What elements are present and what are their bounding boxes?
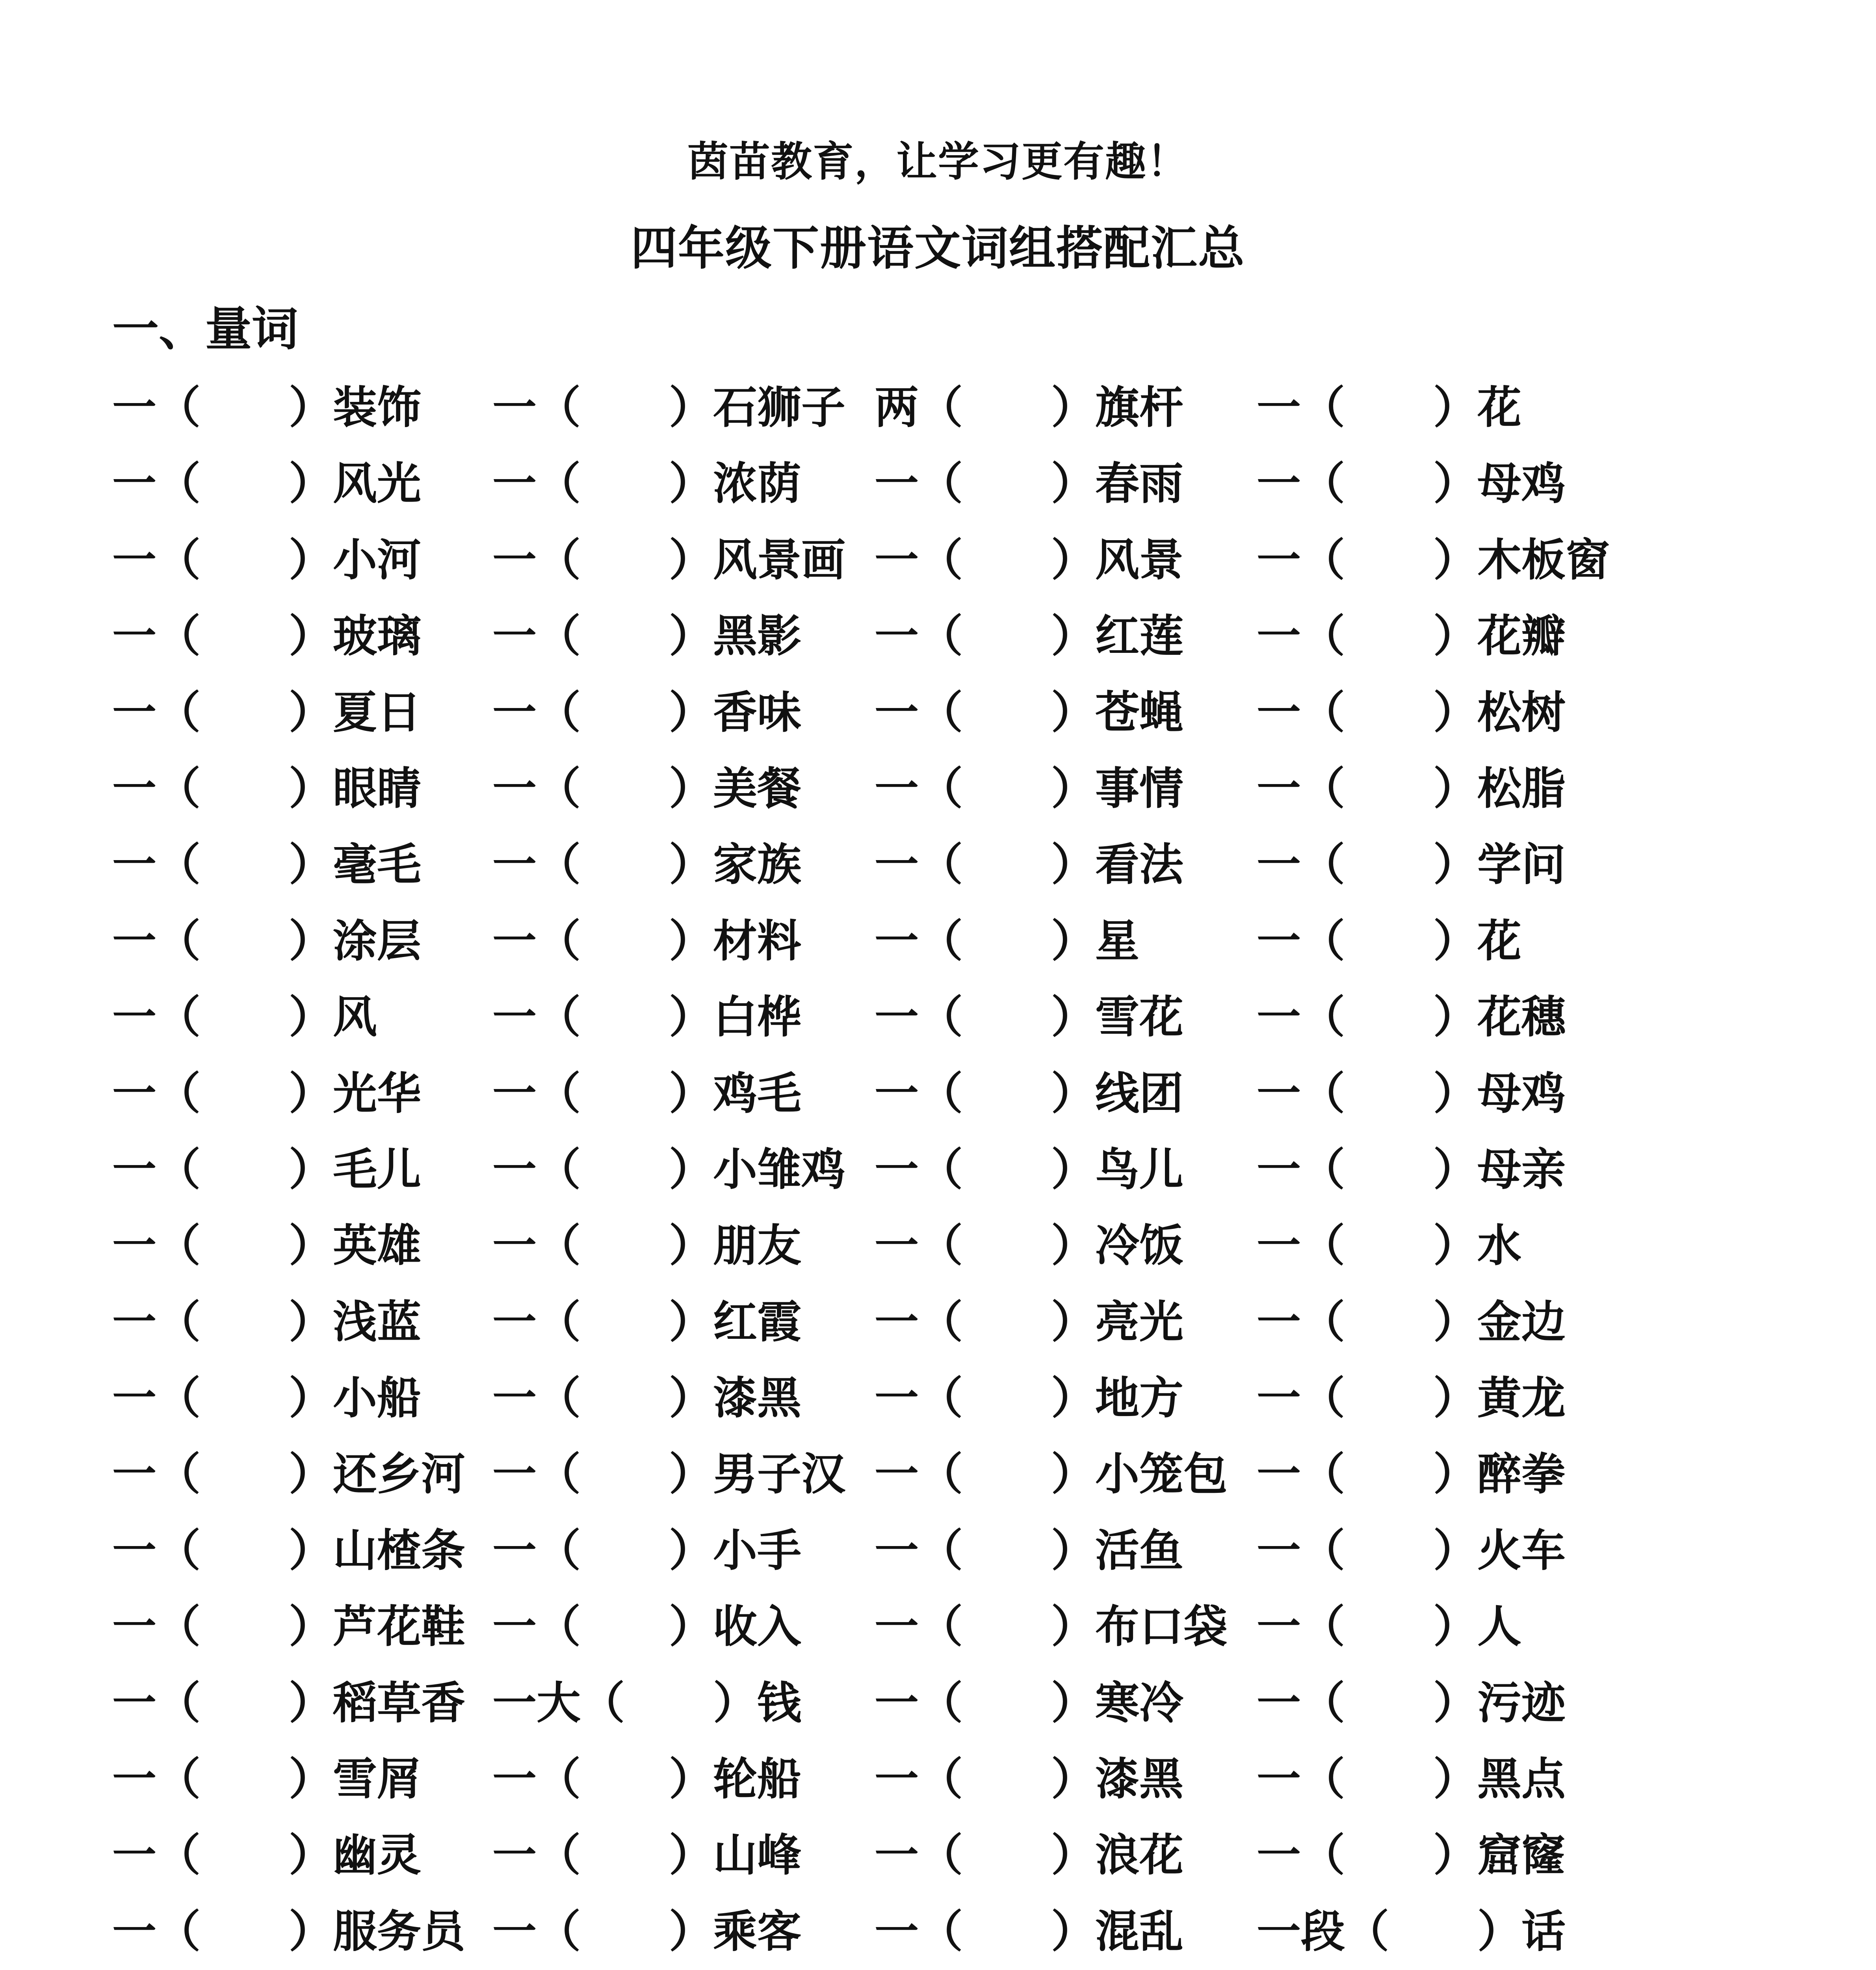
measure-word-item: 一（ ）火车 (1257, 1524, 1566, 1576)
measure-word-item: 一（ ）亮光 (875, 1296, 1183, 1348)
measure-word-item: 一（ ）花 (1257, 915, 1521, 967)
exercise-list (0, 378, 1876, 1970)
measure-word-item: 一（ ）学问 (1257, 839, 1566, 891)
measure-word-item: 一（ ）寒冷 (875, 1677, 1183, 1729)
measure-word-item: 一（ ）还乡河 (112, 1448, 465, 1500)
exercise-row (0, 1826, 1876, 1902)
measure-word-item: 一（ ）石狮子 (492, 382, 845, 433)
exercise-row (0, 1597, 1876, 1673)
measure-word-item: 一（ ）红霞 (492, 1296, 801, 1348)
measure-word-item: 一（ ）地方 (875, 1372, 1183, 1424)
measure-word-item: 一（ ）浪花 (875, 1829, 1183, 1881)
measure-word-item: 一（ ）材料 (492, 915, 801, 967)
measure-word-item: 一（ ）风景 (875, 534, 1183, 586)
measure-word-item: 一（ ）稻草香 (112, 1677, 465, 1729)
measure-word-item: 一（ ）春雨 (875, 458, 1183, 510)
section-title: 一、量词 (112, 301, 299, 356)
measure-word-item: 一（ ）冷饭 (875, 1220, 1183, 1272)
measure-word-item: 一（ ）服务员 (112, 1905, 465, 1957)
measure-word-item: 一段（ ）话 (1257, 1905, 1566, 1957)
measure-word-item: 一（ ）看法 (875, 839, 1183, 891)
measure-word-item: 一（ ）松树 (1257, 686, 1566, 738)
measure-word-item: 一（ ）人 (1257, 1601, 1521, 1653)
measure-word-item: 一（ ）金边 (1257, 1296, 1566, 1348)
exercise-row (0, 683, 1876, 759)
measure-word-item: 一（ ）白桦 (492, 991, 801, 1043)
measure-word-item: 一（ ）雪屑 (112, 1753, 421, 1805)
exercise-row (0, 759, 1876, 835)
measure-word-item: 一（ ）雪花 (875, 991, 1183, 1043)
measure-word-item: 一（ ）风景画 (492, 534, 845, 586)
measure-word-item: 一（ ）布口袋 (875, 1601, 1228, 1653)
measure-word-item: 一（ ）木板窗 (1257, 534, 1610, 586)
measure-word-item: 一（ ）浅蓝 (112, 1296, 421, 1348)
measure-word-item: 一（ ）漆黑 (492, 1372, 801, 1424)
measure-word-item: 一（ ）小雏鸡 (492, 1143, 845, 1195)
measure-word-item: 一（ ）鸟儿 (875, 1143, 1183, 1195)
exercise-row (0, 1521, 1876, 1597)
measure-word-item: 一（ ）小船 (112, 1372, 421, 1424)
exercise-row (0, 1216, 1876, 1292)
exercise-row (0, 454, 1876, 530)
measure-word-item: 一（ ）花瓣 (1257, 610, 1566, 662)
measure-word-item: 一（ ）毛儿 (112, 1143, 421, 1195)
measure-word-item: 一（ ）芦花鞋 (112, 1601, 465, 1653)
measure-word-item: 一（ ）眼睛 (112, 762, 421, 814)
exercise-row (0, 378, 1876, 454)
exercise-row (0, 1902, 1876, 1970)
measure-word-item: 一（ ）星 (875, 915, 1139, 967)
measure-word-item: 一（ ）英雄 (112, 1220, 421, 1272)
measure-word-item: 一（ ）浓荫 (492, 458, 801, 510)
measure-word-item: 一（ ）家族 (492, 839, 801, 891)
exercise-row (0, 1140, 1876, 1216)
measure-word-item: 一（ ）红莲 (875, 610, 1183, 662)
measure-word-item: 一（ ）母亲 (1257, 1143, 1566, 1195)
measure-word-item: 一（ ）事情 (875, 762, 1183, 814)
measure-word-item: 一（ ）玻璃 (112, 610, 421, 662)
exercise-row (0, 1369, 1876, 1445)
measure-word-item: 一（ ）母鸡 (1257, 1067, 1566, 1119)
measure-word-item: 一（ ）黄龙 (1257, 1372, 1566, 1424)
measure-word-item: 一（ ）漆黑 (875, 1753, 1183, 1805)
measure-word-item: 一（ ）窟窿 (1257, 1829, 1566, 1881)
exercise-row (0, 1674, 1876, 1750)
measure-word-item: 一（ ）小手 (492, 1524, 801, 1576)
measure-word-item: 一（ ）山峰 (492, 1829, 801, 1881)
measure-word-item: 一（ ）美餐 (492, 762, 801, 814)
measure-word-item: 一（ ）幽灵 (112, 1829, 421, 1881)
header-slogan: 茵苗教育，让学习更有趣！ (687, 137, 1189, 186)
measure-word-item: 一（ ）松脂 (1257, 762, 1566, 814)
measure-word-item: 一（ ）风光 (112, 458, 421, 510)
exercise-row (0, 1750, 1876, 1826)
measure-word-item: 一（ ）混乱 (875, 1905, 1183, 1957)
exercise-row (0, 607, 1876, 683)
measure-word-item: 一（ ）装饰 (112, 382, 421, 433)
measure-word-item: 一（ ）活鱼 (875, 1524, 1183, 1576)
measure-word-item: 一（ ）鸡毛 (492, 1067, 801, 1119)
measure-word-item: 两（ ）旗杆 (875, 382, 1183, 433)
measure-word-item: 一（ ）山楂条 (112, 1524, 465, 1576)
measure-word-item: 一（ ）水 (1257, 1220, 1521, 1272)
measure-word-item: 一（ ）小河 (112, 534, 421, 586)
measure-word-item: 一（ ）朋友 (492, 1220, 801, 1272)
exercise-row (0, 1445, 1876, 1521)
measure-word-item: 一（ ）小笼包 (875, 1448, 1228, 1500)
measure-word-item: 一（ ）夏日 (112, 686, 421, 738)
document-title: 四年级下册语文词组搭配汇总 (630, 221, 1245, 275)
measure-word-item: 一（ ）男子汉 (492, 1448, 845, 1500)
measure-word-item: 一（ ）涂层 (112, 915, 421, 967)
exercise-row (0, 912, 1876, 988)
measure-word-item: 一（ ）轮船 (492, 1753, 801, 1805)
measure-word-item: 一（ ）花 (1257, 382, 1521, 433)
exercise-row (0, 988, 1876, 1064)
measure-word-item: 一（ ）花穗 (1257, 991, 1566, 1043)
exercise-row (0, 1064, 1876, 1140)
measure-word-item: 一大（ ）钱 (492, 1677, 801, 1729)
measure-word-item: 一（ ）黑点 (1257, 1753, 1566, 1805)
measure-word-item: 一（ ）黑影 (492, 610, 801, 662)
measure-word-item: 一（ ）醉拳 (1257, 1448, 1566, 1500)
exercise-row (0, 835, 1876, 911)
exercise-row (0, 531, 1876, 607)
measure-word-item: 一（ ）光华 (112, 1067, 421, 1119)
measure-word-item: 一（ ）香味 (492, 686, 801, 738)
measure-word-item: 一（ ）苍蝇 (875, 686, 1183, 738)
measure-word-item: 一（ ）风 (112, 991, 377, 1043)
measure-word-item: 一（ ）线团 (875, 1067, 1183, 1119)
measure-word-item: 一（ ）母鸡 (1257, 458, 1566, 510)
measure-word-item: 一（ ）乘客 (492, 1905, 801, 1957)
measure-word-item: 一（ ）污迹 (1257, 1677, 1566, 1729)
exercise-row (0, 1293, 1876, 1369)
measure-word-item: 一（ ）收入 (492, 1601, 801, 1653)
measure-word-item: 一（ ）毫毛 (112, 839, 421, 891)
